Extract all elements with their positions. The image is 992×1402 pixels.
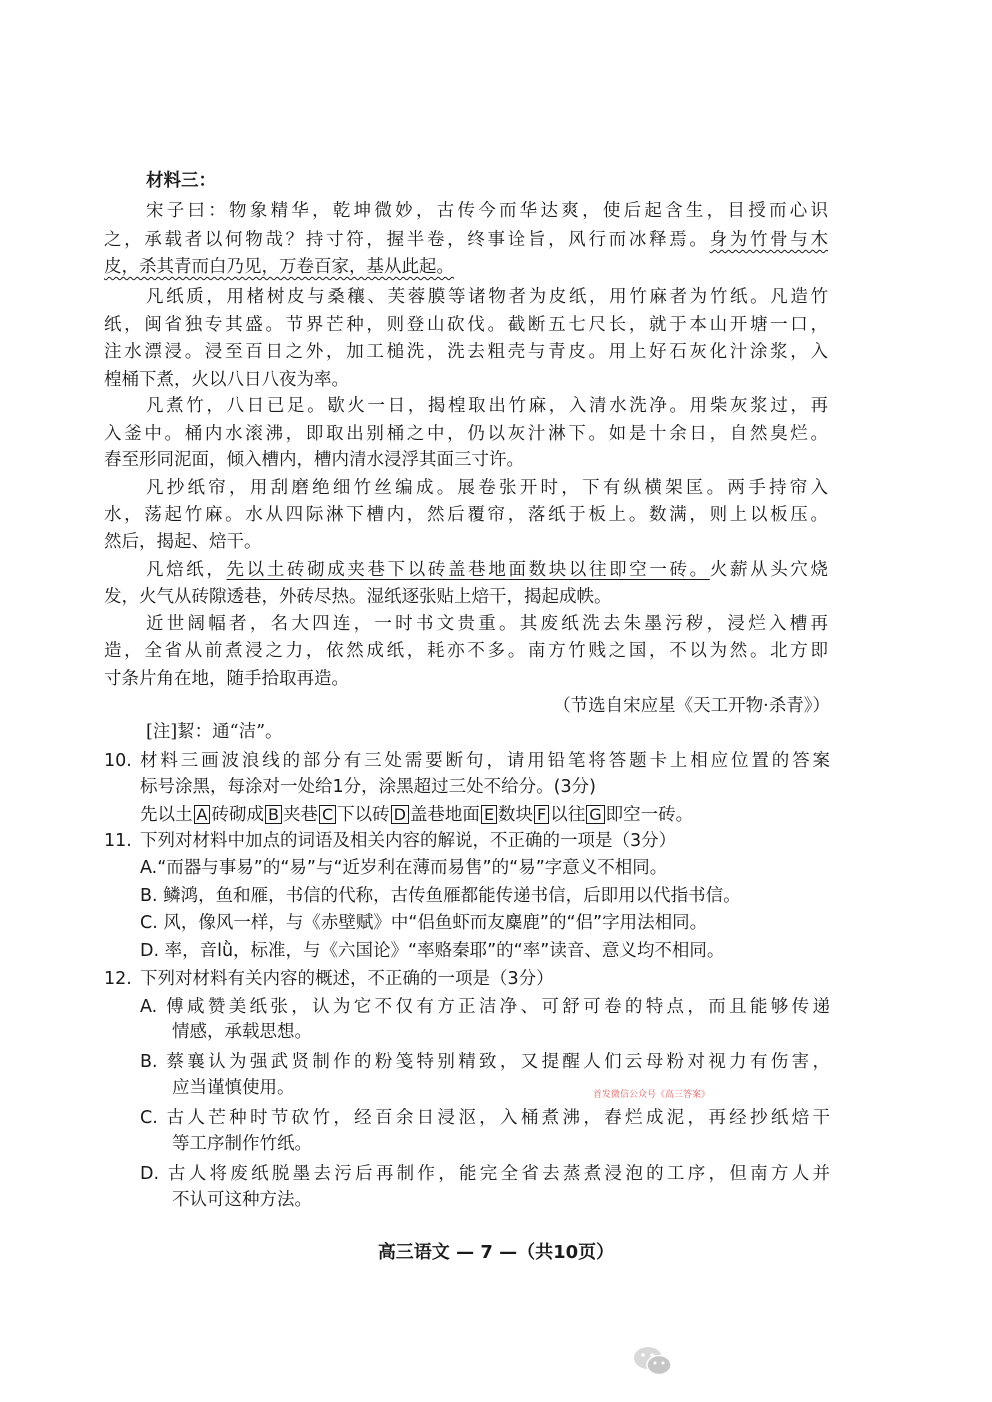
passage-line: 宋子曰：物象精华，乾坤微妙，古传今而华达爽，使后起含生，目授而心识 [146,201,828,221]
option-b-cont[interactable]: 应当谨慎使用。 [172,1078,295,1098]
passage-line: 舂至形同泥面，倾入槽内，槽内清水浸浮其面三寸许。 [104,450,524,470]
page-footer: 高三语文 — 7 —（共10页） [377,1242,615,1263]
option-a[interactable]: A.“而器与事易”的“易”与“近岁利在薄而易售”的“易”字意义不相同。 [140,858,668,878]
passage-line: 皮，杀其青而白乃见，万卷百家，基从此起。 [104,257,454,277]
material-heading: 材料三： [146,171,216,191]
option-d[interactable]: D. 率，音lǜ，标准，与《六国论》“率赂秦耶”的“率”读音、意义均不相同。 [140,941,725,961]
question-stem: 下列对材料中加点的词语及相关内容的解说，不正确的一项是（3分） [140,831,677,851]
passage-line: 寸条片角在地，随手拾取再造。 [104,669,349,689]
answer-box-b[interactable]: B [265,805,282,824]
answer-box-g[interactable]: G [586,805,604,824]
option-c[interactable]: C. 古人芒种时节砍竹，经百余日浸沤，入桶煮沸，舂烂成泥，再经抄纸焙干 [140,1108,830,1128]
passage-line: 水，荡起竹麻。水从四际淋下槽内，然后覆帘，落纸于板上。数满，则上以板压。 [104,505,828,525]
question-stem: 下列对材料有关内容的概述，不正确的一项是（3分） [140,969,554,989]
option-a[interactable]: A. 傅咸赞美纸张，认为它不仅有方正洁净、可舒可卷的特点，而且能够传递 [140,997,830,1017]
option-d-cont[interactable]: 不认可这种方法。 [172,1190,312,1210]
passage-line: 入釜中。桶内水滚沸，即取出别桶之中，仍以灰汁淋下。如是十余日，自然臭烂。 [104,424,828,444]
option-a-cont[interactable]: 情感，承载思想。 [172,1022,312,1042]
wechat-icon [632,1344,674,1378]
passage-line: 纸，闽省独专其盛。节界芒种，则登山砍伐。截断五七尺长，就于本山开塘一口， [104,315,828,335]
option-d[interactable]: D. 古人将废纸脱墨去污后再制作，能完全省去蒸煮浸泡的工序，但南方人并 [140,1164,830,1184]
question-stem: 标号涂黑，每涂对一处给1分，涂黑超过三处不给分。(3分) [140,777,596,797]
passage-line: 造，全省从前煮浸之力，依然成纸，耗亦不多。南方竹贱之国，不以为然。北方即 [104,641,828,661]
passage-line: 凡煮竹，八日已足。歇火一日，揭楻取出竹麻，入清水洗净。用柴灰浆过，再 [146,396,828,416]
passage-line: 楻桶下煮，火以八日八夜为率。 [104,370,349,390]
passage-line: 发，火气从砖隙透巷，外砖尽热。湿纸逐张贴上焙干，揭起成帙。 [104,587,612,607]
answer-box-d[interactable]: D [391,805,409,824]
passage-line: 凡焙纸，先以土砖砌成夹巷下以砖盖巷地面数块以往即空一砖。火薪从头穴烧 [146,560,829,580]
watermark-text: 首发微信公众号《高三答案》 [593,1090,711,1100]
passage-line: 凡抄纸帘，用刮磨绝细竹丝编成。展卷张开时，下有纵横架匡。两手持帘入 [146,478,828,498]
question-number: 12. [104,969,132,989]
passage-source: （节选自宋应星《天工开物·杀青》） [553,696,830,716]
passage-line: 注水漂浸。浸至百日之外，加工槌洗，洗去粗壳与青皮。用上好石灰化汁涂浆，入 [104,342,828,362]
answer-box-a[interactable]: A [194,805,211,824]
answer-box-c[interactable]: C [319,805,336,824]
question-stem: 材料三画波浪线的部分有三处需要断句，请用铅笔将答题卡上相应位置的答案 [140,751,830,771]
question-number: 10. [104,751,132,771]
answer-box-e[interactable]: E [481,805,497,824]
question-number: 11. [104,831,132,851]
passage-line: 然后，揭起、焙干。 [104,532,262,552]
punctuation-task: 先以土 A 砖砌成 B 夹巷 C 下以砖 D 盖巷地面 E 数块 F 以往 G 即空一砖。 [140,805,694,825]
passage-line: 凡纸质，用楮树皮与桑穰、芙蓉膜等诸物者为皮纸，用竹麻者为竹纸。凡造竹 [146,287,828,307]
option-b[interactable]: B. 蔡襄认为强武贤制作的粉笺特别精致，又提醒人们云母粉对视力有伤害， [140,1052,830,1072]
passage-line: 之，承载者以何物哉？持寸符，握半卷，终事诠旨，风行而冰释焉。身为竹骨与木 [104,230,829,250]
option-b[interactable]: B. 鳞鸿，鱼和雁，书信的代称，古传鱼雁都能传递书信，后即用以代指书信。 [140,886,741,906]
passage-line: 近世阔幅者，名大四连，一时书文贵重。其废纸洗去朱墨污秽，浸烂入槽再 [146,614,828,634]
answer-box-f[interactable]: F [534,805,549,824]
passage-note: [注]絜：通“洁”。 [146,722,283,742]
option-c[interactable]: C. 风，像风一样，与《赤壁赋》中“侣鱼虾而友麋鹿”的“侣”字用法相同。 [140,913,708,933]
option-c-cont[interactable]: 等工序制作竹纸。 [172,1134,312,1154]
